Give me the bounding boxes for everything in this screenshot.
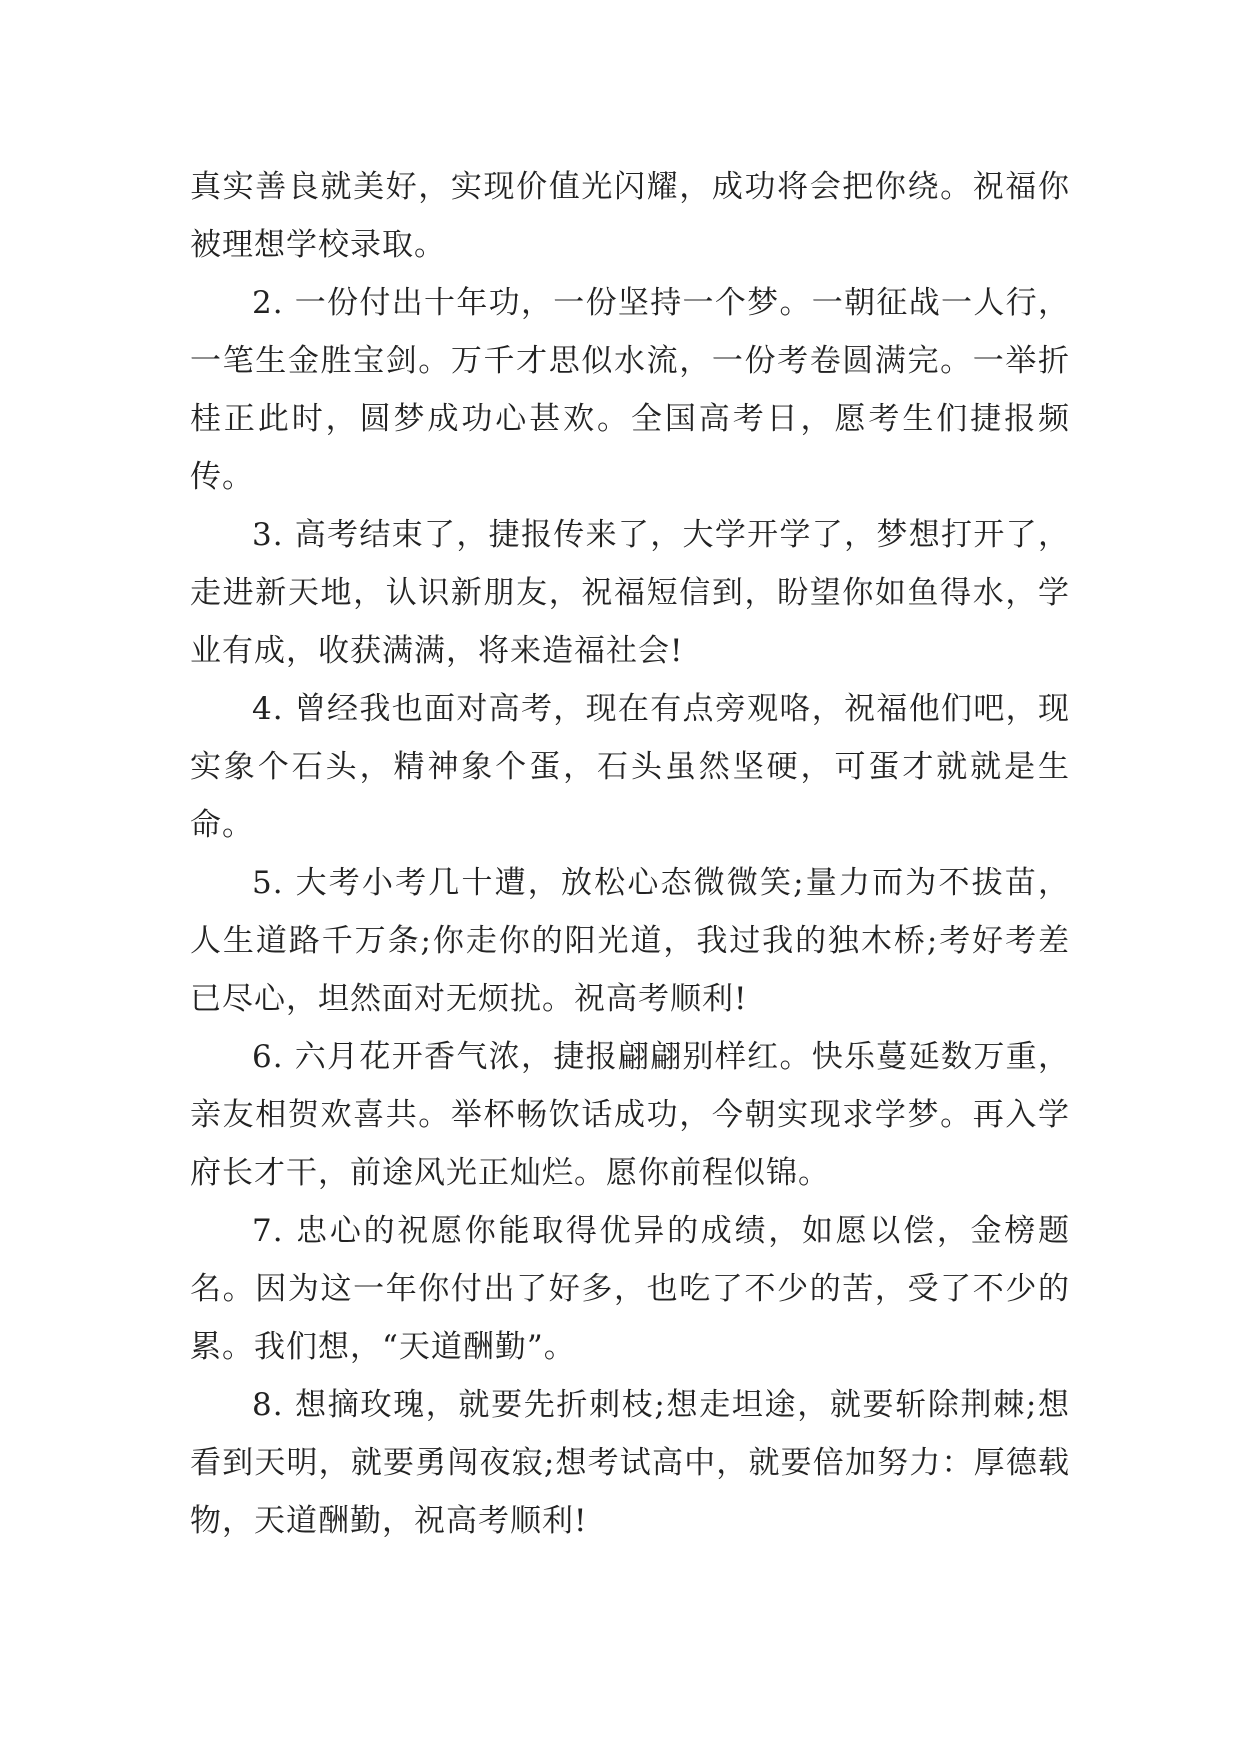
- paragraph-item-2: 2. 一份付出十年功，一份坚持一个梦。一朝征战一人行，一笔生金胜宝剑。万千才思似水流，一份考卷圆满完。一举折桂正此时，圆梦成功心甚欢。全国高考日，愿考生们捷报频传。: [190, 285, 1070, 495]
- paragraph-intro-continued: 真实善良就美好，实现价值光闪耀，成功将会把你绕。祝福你被理想学校录取。: [190, 169, 1070, 263]
- paragraph-item-7: 7. 忠心的祝愿你能取得优异的成绩，如愿以偿，金榜题名。因为这一年你付出了好多，也吃了不少的苦，受了不少的累。我们想，“天道酬勤”。: [190, 1213, 1070, 1365]
- paragraph-item-6: 6. 六月花开香气浓，捷报翩翩别样红。快乐蔓延数万重，亲友相贺欢喜共。举杯畅饮话成功，今朝实现求学梦。再入学府长才干，前途风光正灿烂。愿你前程似锦。: [190, 1039, 1070, 1191]
- paragraph-item-3: 3. 高考结束了，捷报传来了，大学开学了，梦想打开了，走进新天地，认识新朋友，祝福短信到，盼望你如鱼得水，学业有成，收获满满，将来造福社会!: [190, 517, 1070, 669]
- document-body: [190, 158, 1070, 1550]
- paragraph-item-4: 4. 曾经我也面对高考，现在有点旁观咯，祝福他们吧，现实象个石头，精神象个蛋，石头虽然坚硬，可蛋才就就是生命。: [190, 691, 1070, 843]
- paragraph-item-8: 8. 想摘玫瑰，就要先折刺枝;想走坦途，就要斩除荆棘;想看到天明，就要勇闯夜寂;想考试高中，就要倍加努力：厚德载物，天道酬勤，祝高考顺利!: [190, 1387, 1070, 1539]
- paragraph-item-5: 5. 大考小考几十遭，放松心态微微笑;量力而为不拔苗，人生道路千万条;你走你的阳光道，我过我的独木桥;考好考差已尽心，坦然面对无烦扰。祝高考顺利!: [190, 865, 1070, 1017]
